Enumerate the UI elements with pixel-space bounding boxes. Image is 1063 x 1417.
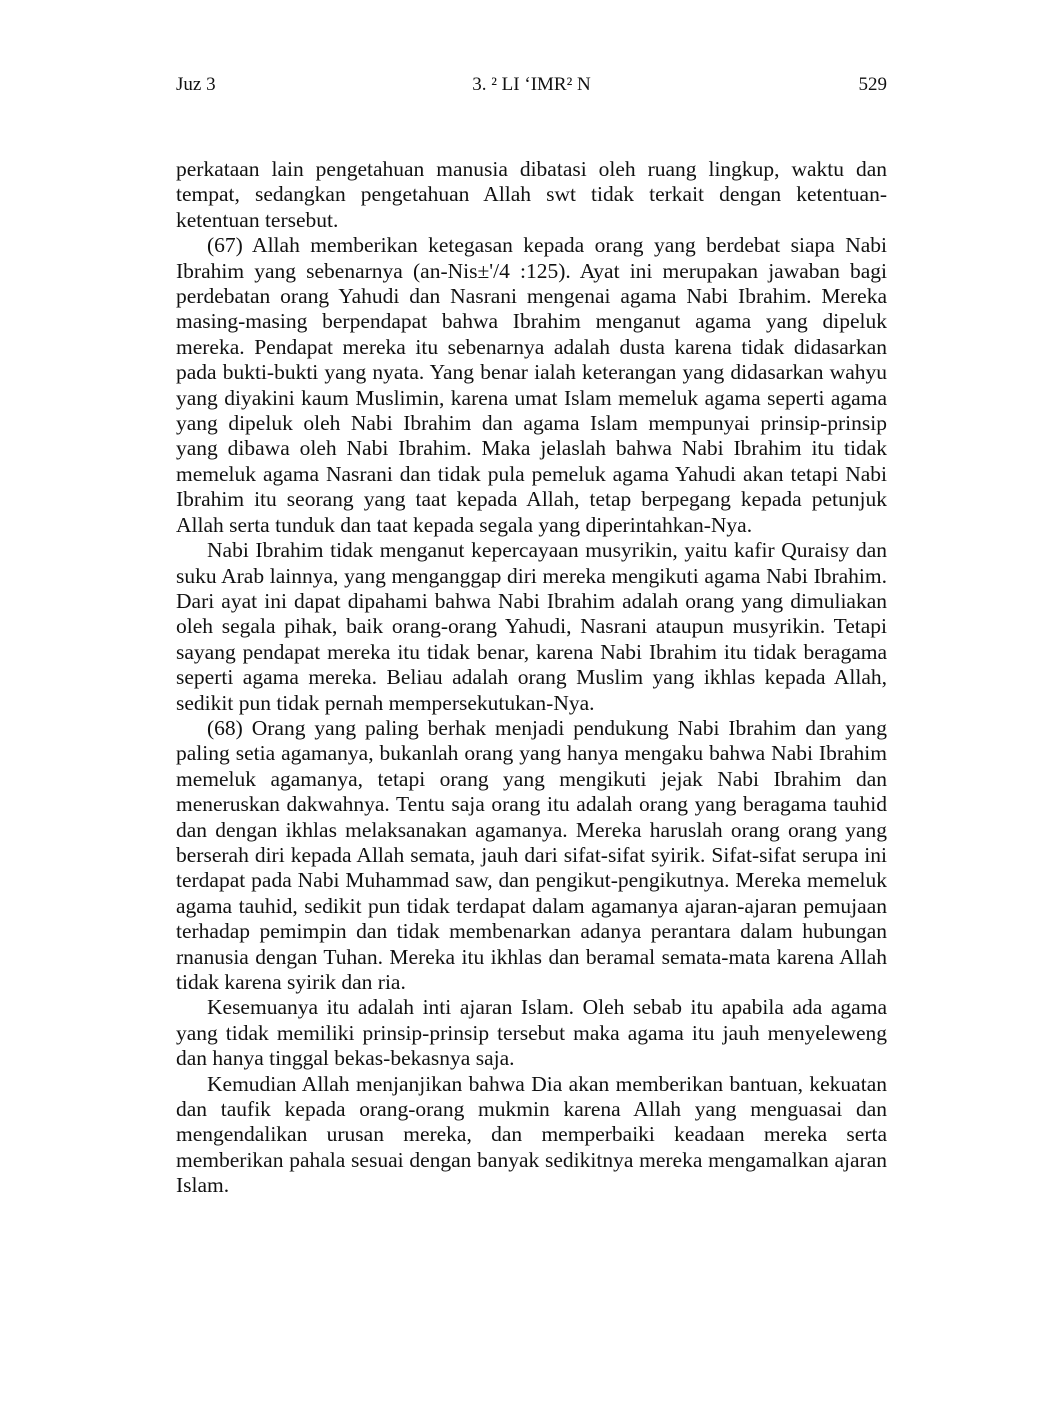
paragraph-janji-allah: Kemudian Allah menjanjikan bahwa Dia akan memberikan bantuan, kekuatan dan taufik kepada orang-orang mukmin karena Allah yang menguasai dan mengendalikan urusan mereka, dan memperbaiki keadaan mereka serta memberikan pahala sesuai dengan banyak sedikitnya mereka mengamalkan ajaran Islam. [176,1071,887,1198]
paragraph-ibrahim-musyrikin: Nabi Ibrahim tidak menganut kepercayaan musyrikin, yaitu kafir Quraisy dan suku Arab lainnya, yang menganggap diri mereka mengikuti agama Nabi Ibrahim. Dari ayat ini dapat dipahami bahwa Nabi Ibrahim adalah orang yang dimuliakan oleh segala pihak, baik orang-orang Yahudi, Nasrani ataupun musyrikin. Tetapi sayang pendapat mereka itu tidak benar, karena Nabi Ibrahim itu tidak beragama seperti agama mereka. Beliau adalah orang Muslim yang ikhlas kepada Allah, sedikit pun tidak pernah mempersekutukan-Nya. [176,538,887,715]
surah-title: 3. ² LI ‘IMR² N [472,74,591,95]
juz-label: Juz 3 [176,74,216,95]
page-number: 529 [858,74,887,95]
paragraph-inti-ajaran: Kesemuanya itu adalah inti ajaran Islam. Oleh sebab itu apabila ada agama yang tidak memiliki prinsip-prinsip tersebut maka agama itu jauh menyeleweng dan hanya tinggal bekas-bekasnya saja. [176,995,887,1071]
paragraph-continuation: perkataan lain pengetahuan manusia dibatasi oleh ruang lingkup, waktu dan tempat, sedangkan pengetahuan Allah swt tidak terkait dengan ketentuan-ketentuan tersebut. [176,157,887,232]
paragraph-verse-68: (68) Orang yang paling berhak menjadi pendukung Nabi Ibrahim dan yang paling setia agamanya, bukanlah orang yang hanya mengaku bahwa Nabi Ibrahim memeluk agamanya, tetapi orang yang mengikuti jejak Nabi Ibrahim dan meneruskan dakwahnya. Tentu saja orang itu adalah orang yang beragama tauhid dan dengan ikhlas melaksanakan agamanya. Mereka haruslah orang orang yang berserah diri kepada Allah semata, jauh dari sifat-sifat syirik. Sifat-sifat serupa ini terdapat pada Nabi Muhammad saw, dan pengikut-pengikutnya. Mereka memeluk agama tauhid, sedikit pun tidak terdapat dalam agamanya ajaran-ajaran pemujaan terhadap pemimpin dan tidak membenarkan adanya perantara dalam hubungan rnanusia dengan Tuhan. Mereka itu ikhlas dan beramal semata-mata karena Allah tidak karena syirik dan ria. [176,715,887,994]
body-text [176,157,887,1199]
running-header [176,72,887,98]
paragraph-verse-67: (67) Allah memberikan ketegasan kepada orang yang berdebat siapa Nabi Ibrahim yang sebenarnya (an-Nis±'/4 :125). Ayat ini merupakan jawaban bagi perdebatan orang Yahudi dan Nasrani mengenai agama Nabi Ibrahim. Mereka masing-masing berpendapat bahwa Ibrahim menganut agama yang dipeluk mereka. Pendapat mereka itu sebenarnya adalah dusta karena tidak didasarkan pada bukti-bukti yang nyata. Yang benar ialah keterangan yang didasarkan wahyu yang diyakini kaum Muslimin, karena umat Islam memeluk agama seperti agama yang dipeluk oleh Nabi Ibrahim dan agama Islam mempunyai prinsip-prinsip yang dibawa oleh Nabi Ibrahim. Maka jelaslah bahwa Nabi Ibrahim itu tidak memeluk agama Nasrani dan tidak pula pemeluk agama Yahudi akan tetapi Nabi Ibrahim itu seorang yang taat kepada Allah, tetap berpegang kepada petunjuk Allah serta tunduk dan taat kepada segala yang diperintahkan-Nya. [176,233,887,537]
